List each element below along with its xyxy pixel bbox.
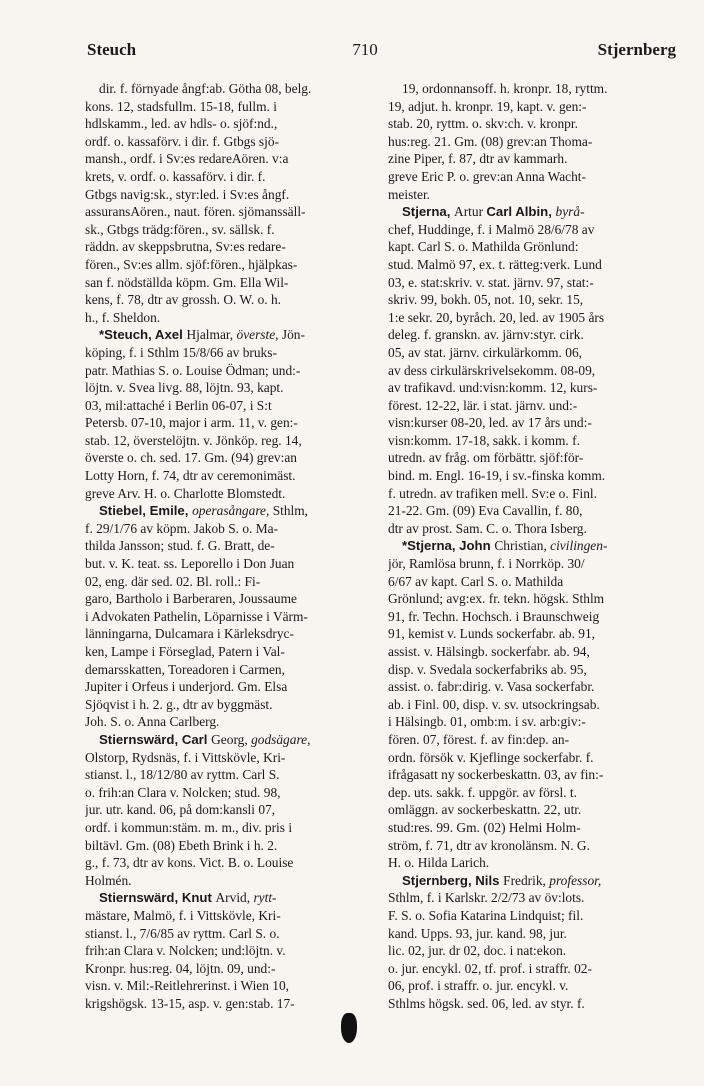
running-head-left: Steuch	[87, 40, 137, 59]
entry-headword: *Stjerna, John	[402, 538, 495, 554]
entry-line-text: stianst. l., 7/6/85 av ryttm. Carl S. o.	[85, 925, 280, 941]
entry-line	[85, 362, 373, 380]
entry-line	[85, 766, 373, 784]
biography-entry	[85, 731, 373, 889]
entry-line	[85, 168, 373, 186]
entry-line	[85, 625, 373, 643]
entry-headword-cont: Carl Albin,	[486, 204, 556, 220]
entry-line-text: av dess cirkulärskrivelsekomm. 08-09,	[388, 362, 596, 378]
entry-line-text: sk., Gtbgs trädg:fören., sv. sällsk. f.	[85, 221, 275, 237]
entry-given-names: Hjalmar,	[186, 327, 237, 343]
entry-line-text: kand. Upps. 93, jur. kand. 98, jur.	[388, 925, 567, 941]
biography-entry	[85, 326, 373, 502]
entry-line-text: frih:an Clara v. Nolcken; und:löjtn. v.	[85, 943, 286, 959]
entry-line-text: dep. uts. sakk. f. uppgör. av försl. t.	[388, 784, 577, 800]
entry-line-text: krets, v. ordf. o. kassaförv. i dir. f.	[85, 168, 266, 184]
entry-line-text: bind. m. Engl. 16-19, i sv.-finska komm.	[388, 468, 606, 484]
entry-line-text: stud:res. 99. Gm. (02) Helmi Holm-	[388, 819, 581, 835]
entry-line	[85, 731, 373, 749]
entry-line-text: Sjöqvist i h. 2. g., dtr av byggmäst.	[85, 696, 273, 712]
entry-line-text: ab. i Finl. 00, disp. v. sv. utsockringsab.	[388, 696, 600, 712]
entry-line-text: disp. v. Svedala sockerfabriks ab. 95,	[388, 661, 587, 677]
entry-line	[85, 467, 373, 485]
entry-line	[388, 661, 676, 679]
entry-line-text: F. S. o. Sofia Katarina Lindquist; fil.	[388, 907, 584, 923]
entry-line-text: i Hälsingb. 01, omb:m. i sv. arb:giv:-	[388, 714, 586, 730]
biography-entry	[388, 203, 676, 537]
entry-line	[388, 520, 676, 538]
entry-headword: Stiebel, Emile,	[99, 503, 193, 519]
biography-entry	[85, 80, 373, 326]
entry-line	[388, 414, 676, 432]
entry-line-text: Kronpr. hus:reg. 04, löjtn. 09, und:-	[85, 960, 276, 976]
entry-line	[85, 872, 373, 890]
entry-line-text: fören. 07, förest. f. av fin:dep. an-	[388, 731, 570, 747]
entry-line-text: dir. f. förnyade ångf:ab. Götha 08, belg.	[99, 81, 312, 96]
entry-given-names: Georg,	[211, 731, 252, 747]
entry-line	[388, 889, 676, 907]
entry-line	[388, 925, 676, 943]
entry-line-text: jur. utr. kand. 06, på dom:kansli 07,	[85, 802, 276, 818]
entry-given-names: Fredrik,	[503, 872, 550, 888]
entry-line	[85, 221, 373, 239]
biography-entry	[388, 80, 676, 203]
entry-line	[388, 749, 676, 767]
entry-line-text: ken, Lampe i Förseglad, Patern i Val-	[85, 644, 285, 659]
entry-line	[388, 977, 676, 995]
entry-line	[85, 784, 373, 802]
entry-line	[85, 590, 373, 608]
entry-line	[388, 837, 676, 855]
entry-line-text: 6/67 av kapt. Carl S. o. Mathilda	[388, 573, 564, 589]
entry-line	[388, 731, 676, 749]
entry-line	[85, 150, 373, 168]
entry-line	[388, 98, 676, 116]
biography-entry	[85, 502, 373, 731]
entry-line-text: Holmén.	[85, 872, 132, 888]
entry-line	[388, 238, 676, 256]
entry-line	[388, 449, 676, 467]
page-number: 710	[352, 40, 378, 59]
biography-entry	[85, 889, 373, 1012]
entry-line-text: san f. nödställda köpm. Gm. Ella Wil-	[85, 274, 289, 290]
entry-line	[388, 467, 676, 485]
entry-line	[388, 573, 676, 591]
entry-line-text: Olstorp, Rydsnäs, f. i Vittskövle, Kri-	[85, 749, 286, 765]
entry-line-text: 91, fr. Techn. Hochsch. i Braunschweig	[388, 608, 600, 624]
entry-line-text: mansh., ordf. i Sv:es redareAören. v:a	[85, 151, 289, 167]
entry-line-text: kapt. Carl S. o. Mathilda Grönlund:	[388, 239, 579, 255]
entry-line	[85, 432, 373, 450]
entry-line-text: Sthlm, f. i Karlskr. 2/2/73 av öv:lots.	[388, 890, 585, 906]
entry-line	[85, 291, 373, 309]
entry-line-text: assist. o. fabr:dirig. v. Vasa sockerfabr.	[388, 679, 595, 695]
entry-line	[85, 837, 373, 855]
entry-line-text: 03, mil:attaché i Berlin 06-07, i S:t	[85, 397, 272, 413]
entry-line-text: 19, adjut. h. kronpr. 19, kapt. v. gen:-	[388, 98, 587, 114]
entry-line-text: greve Arv. H. o. Charlotte Blomstedt.	[85, 485, 286, 501]
entry-given-names: Artur	[454, 204, 487, 220]
entry-line	[388, 274, 676, 292]
entry-line-text: hdlskamm., led. av hdls- o. sjöf:nd.,	[85, 116, 278, 132]
entry-line	[85, 925, 373, 943]
entry-line-text: 03, e. stat:skriv. v. stat. järnv. 97, stat:-	[388, 274, 594, 290]
entry-line	[388, 960, 676, 978]
entry-line	[85, 678, 373, 696]
entry-line	[388, 537, 676, 555]
entry-line	[85, 995, 373, 1013]
entry-line	[388, 872, 676, 890]
entry-line	[85, 309, 373, 327]
entry-occupation: överste,	[236, 327, 282, 343]
entry-line-text: utredn. av fråg. om förbättr. sjöf:för-	[388, 450, 584, 466]
entry-line-text: Jön-	[281, 327, 305, 343]
entry-line-text: överste o. ch. sed. 17. Gm. (94) grev:an	[85, 450, 297, 466]
entry-line-text: jör, Ramlösa brunn, f. i Norrköp. 30/	[388, 556, 585, 572]
entry-line-text: stab. 12, överstelöjtn. v. Jönköp. reg. 14,	[85, 432, 302, 448]
entry-headword: *Steuch, Axel	[99, 327, 187, 343]
entry-line-text: o. frih:an Clara v. Nolcken; stud. 98,	[85, 784, 281, 800]
entry-line-text: omläggn. av sockerbeskattn. 22, utr.	[388, 802, 582, 818]
entry-line-text: f. utredn. av trafiken mell. Sv:e o. Finl.	[388, 485, 597, 501]
entry-line-text: stab. 20, ryttm. o. skv:ch. v. kronpr.	[388, 116, 578, 132]
entry-line	[388, 379, 676, 397]
entry-line-text: köping, f. i Sthlm 15/8/66 av bruks-	[85, 344, 277, 360]
entry-line-text: Gtbgs navig:sk., styr:led. i Sv:es ångf.	[85, 186, 290, 202]
entry-line	[85, 960, 373, 978]
entry-line	[85, 696, 373, 714]
entry-line	[388, 326, 676, 344]
entry-line-text: H. o. Hilda Larich.	[388, 855, 490, 871]
entry-line-text: krigshögsk. 13-15, asp. v. gen:stab. 17-	[85, 995, 295, 1011]
entry-line-text: räddn. av skeppsbrutna, Sv:es redare-	[85, 239, 286, 255]
entry-line	[388, 713, 676, 731]
entry-line	[388, 590, 676, 608]
entry-line	[388, 643, 676, 661]
entry-line	[85, 643, 373, 661]
left-column	[85, 80, 373, 1012]
entry-line	[388, 485, 676, 503]
entry-line	[85, 520, 373, 538]
entry-line-text: ordn. försök v. Kjeflinge sockerfabr. f.	[388, 749, 594, 765]
entry-line	[85, 749, 373, 767]
entry-line-text: skriv. 99, bokh. 05, not. 10, sekr. 15,	[388, 292, 584, 308]
entry-line	[85, 379, 373, 397]
entry-line-text: förest. 12-22, lär. i stat. järnv. und:-	[388, 397, 578, 413]
entry-line	[85, 907, 373, 925]
entry-line-text: 19, ordonnansoff. h. kronpr. 18, ryttm.	[402, 81, 608, 96]
entry-line-text: visn. v. Mil:-Reitlehrerinst. i Wien 10,	[85, 978, 290, 994]
entry-line-text: Sthlm,	[272, 503, 309, 519]
entry-line	[85, 977, 373, 995]
entry-line	[388, 115, 676, 133]
entry-line-text: 02, eng. där sed. 02. Bl. roll.: Fi-	[85, 573, 261, 589]
entry-line	[388, 397, 676, 415]
entry-line-text: thilda Jansson; stud. f. G. Bratt, de-	[85, 538, 275, 554]
entry-line	[85, 889, 373, 907]
entry-line-text: biltävl. Gm. (08) Ebeth Brink i h. 2.	[85, 837, 278, 853]
entry-line-text: but. v. K. teat. ss. Leporello i Don Juan	[85, 556, 295, 572]
entry-line-text: 91, kemist v. Lunds sockerfabr. ab. 91,	[388, 626, 596, 642]
entry-headword: Stjernberg, Nils	[402, 872, 504, 888]
entry-line	[388, 203, 676, 221]
entry-line-text: g., f. 73, dtr av kons. Vict. B. o. Louise	[85, 855, 294, 871]
entry-line	[388, 766, 676, 784]
entry-line	[85, 115, 373, 133]
entry-line-text: stianst. l., 18/12/80 av ryttm. Carl S.	[85, 767, 280, 783]
entry-line	[85, 326, 373, 344]
entry-occupation: civilingen-	[550, 538, 608, 554]
entry-line-text: visn:komm. 17-18, sakk. i komm. f.	[388, 432, 580, 448]
entry-line-text: greve Eric P. o. grev:an Anna Wacht-	[388, 168, 586, 184]
entry-line-text: zine Piper, f. 87, dtr av kammarh.	[388, 151, 568, 167]
entry-line	[388, 80, 676, 98]
entry-line	[388, 362, 676, 380]
entry-line	[85, 801, 373, 819]
entry-line-text: dtr av prost. Sam. C. o. Thora Isberg.	[388, 520, 587, 536]
entry-line	[85, 555, 373, 573]
entry-line	[388, 819, 676, 837]
entry-line	[388, 801, 676, 819]
entry-line-text: kens, f. 78, dtr av grossh. O. W. o. h.	[85, 292, 282, 308]
entry-line	[388, 696, 676, 714]
entry-line	[85, 238, 373, 256]
entry-line-text: Lotty Horn, f. 74, dtr av ceremonimäst.	[85, 468, 296, 484]
entry-line-text: 21-22. Gm. (09) Eva Cavallin, f. 80,	[388, 503, 583, 519]
entry-line	[85, 485, 373, 503]
biography-entry	[388, 537, 676, 871]
entry-line-text: patr. Mathias S. o. Louise Ödman; und:-	[85, 362, 301, 378]
entry-line-text: fören., Sv:es allm. sjöf:fören., hjälpkas-	[85, 256, 298, 272]
entry-line	[388, 995, 676, 1013]
entry-line-text: chef, Huddinge, f. i Malmö 28/6/78 av	[388, 221, 595, 237]
entry-line	[388, 678, 676, 696]
entry-line-text: länningarna, Dulcamara i Kärleksdryc-	[85, 626, 294, 642]
entry-line	[388, 555, 676, 573]
entry-occupation: operasångare,	[192, 503, 273, 519]
entry-line	[85, 502, 373, 520]
entry-line	[388, 502, 676, 520]
entry-line-text: deleg. f. granskn. av. järnv:styr. cirk.	[388, 327, 584, 343]
entry-line	[388, 291, 676, 309]
entry-line-text: visn:kurser 08-20, led. av 17 års und:-	[388, 415, 592, 431]
entry-line-text: ordf. i kommun:stäm. m. m., div. pris i	[85, 819, 293, 835]
entry-line-text: Grönlund; avg:ex. fr. tekn. högsk. Sthlm	[388, 591, 605, 607]
entry-line-text: demarsskatten, Toreadoren i Carmen,	[85, 661, 285, 677]
entry-line	[85, 942, 373, 960]
entry-line-text: assuransAören., naut. fören. sjömanssäll-	[85, 204, 306, 220]
entry-occupation: rytt-	[253, 890, 277, 906]
entry-line	[388, 907, 676, 925]
entry-line	[388, 186, 676, 204]
running-head-right: Stjernberg	[597, 40, 676, 59]
entry-line-text: Petersb. 07-10, major i arm. 11, v. gen:-	[85, 415, 298, 431]
entry-line-text: 05, av stat. järnv. cirkulärkomm. 06,	[388, 344, 582, 360]
entry-line	[85, 713, 373, 731]
entry-line	[85, 573, 373, 591]
entry-line-text: löjtn. v. Svea livg. 88, löjtn. 93, kapt.	[85, 380, 284, 396]
ink-blot-mark	[341, 1013, 357, 1043]
entry-line	[388, 309, 676, 327]
entry-headword: Stjerna,	[402, 204, 455, 220]
biography-entry	[388, 872, 676, 1013]
entry-line-text: av trafikavd. und:visn:komm. 12, kurs-	[388, 380, 598, 396]
entry-line	[85, 186, 373, 204]
entry-occupation: professor,	[549, 872, 602, 888]
entry-line	[388, 344, 676, 362]
entry-line-text: 1:e sekr. 20, byråch. 20, led. av 1905 års	[388, 309, 605, 325]
entry-occupation: godsägare,	[251, 731, 311, 747]
entry-line-text: hus:reg. 21. Gm. (08) grev:an Thoma-	[388, 133, 593, 149]
entry-line-text: ordf. o. kassaförv. i dir. f. Gtbgs sjö-	[85, 133, 280, 149]
entry-line	[85, 274, 373, 292]
entry-headword: Stiernswärd, Carl	[99, 731, 212, 747]
entry-line	[388, 221, 676, 239]
entry-line	[85, 203, 373, 221]
right-column	[388, 80, 676, 1012]
entry-line	[388, 608, 676, 626]
entry-line-text: garo, Bartholo i Barberaren, Joussaume	[85, 591, 297, 607]
entry-line	[85, 133, 373, 151]
entry-line	[388, 256, 676, 274]
entry-line-text: assist. v. Hälsingb. sockerfabr. ab. 94,	[388, 644, 590, 659]
entry-occupation: byrå-	[555, 204, 585, 220]
entry-line	[85, 449, 373, 467]
entry-line	[388, 854, 676, 872]
entry-line	[85, 397, 373, 415]
entry-headword: Stiernswärd, Knut	[99, 890, 216, 906]
entry-line	[85, 854, 373, 872]
entry-line	[388, 432, 676, 450]
entry-line-text: Jupiter i Orfeus i underjord. Gm. Elsa	[85, 679, 288, 695]
entry-line-text: ifrågasatt ny sockerbeskattn. 03, av fin:-	[388, 767, 604, 783]
entry-line-text: lic. 02, jur. dr 02, doc. i nat:ekon.	[388, 943, 567, 959]
entry-line-text: Joh. S. o. Anna Carlberg.	[85, 714, 220, 730]
entry-given-names: Christian,	[494, 538, 551, 554]
entry-line	[85, 98, 373, 116]
entry-line	[388, 150, 676, 168]
entry-line	[85, 661, 373, 679]
entry-line	[85, 256, 373, 274]
entry-line	[85, 608, 373, 626]
entry-line	[388, 133, 676, 151]
entry-line-text: mästare, Malmö, f. i Vittskövle, Kri-	[85, 907, 281, 923]
entry-line	[388, 168, 676, 186]
entry-line	[85, 344, 373, 362]
entry-line-text: meister.	[388, 186, 431, 202]
entry-line-text: h., f. Sheldon.	[85, 309, 161, 325]
entry-line-text: Sthlms högsk. sed. 06, led. av styr. f.	[388, 995, 585, 1011]
entry-given-names: Arvid,	[215, 890, 254, 906]
entry-line-text: f. 29/1/76 av köpm. Jakob S. o. Ma-	[85, 520, 279, 536]
entry-line	[388, 625, 676, 643]
entry-line	[388, 942, 676, 960]
entry-line-text: kons. 12, stadsfullm. 15-18, fullm. i	[85, 98, 277, 114]
entry-line	[85, 819, 373, 837]
entry-line	[388, 784, 676, 802]
entry-line	[85, 537, 373, 555]
entry-line-text: 06, prof. i straffr. o. jur. encykl. v.	[388, 978, 569, 994]
entry-line-text: stud. Malmö 97, ex. t. rätteg:verk. Lund	[388, 256, 602, 272]
entry-line	[85, 80, 373, 98]
entry-line	[85, 414, 373, 432]
entry-line-text: ström, f. 71, dtr av kronolänsm. N. G.	[388, 837, 590, 853]
entry-line-text: o. jur. encykl. 02, tf. prof. i straffr. 02-	[388, 960, 592, 976]
entry-line-text: i Advokaten Pathelin, Löparnisse i Värm-	[85, 608, 308, 624]
